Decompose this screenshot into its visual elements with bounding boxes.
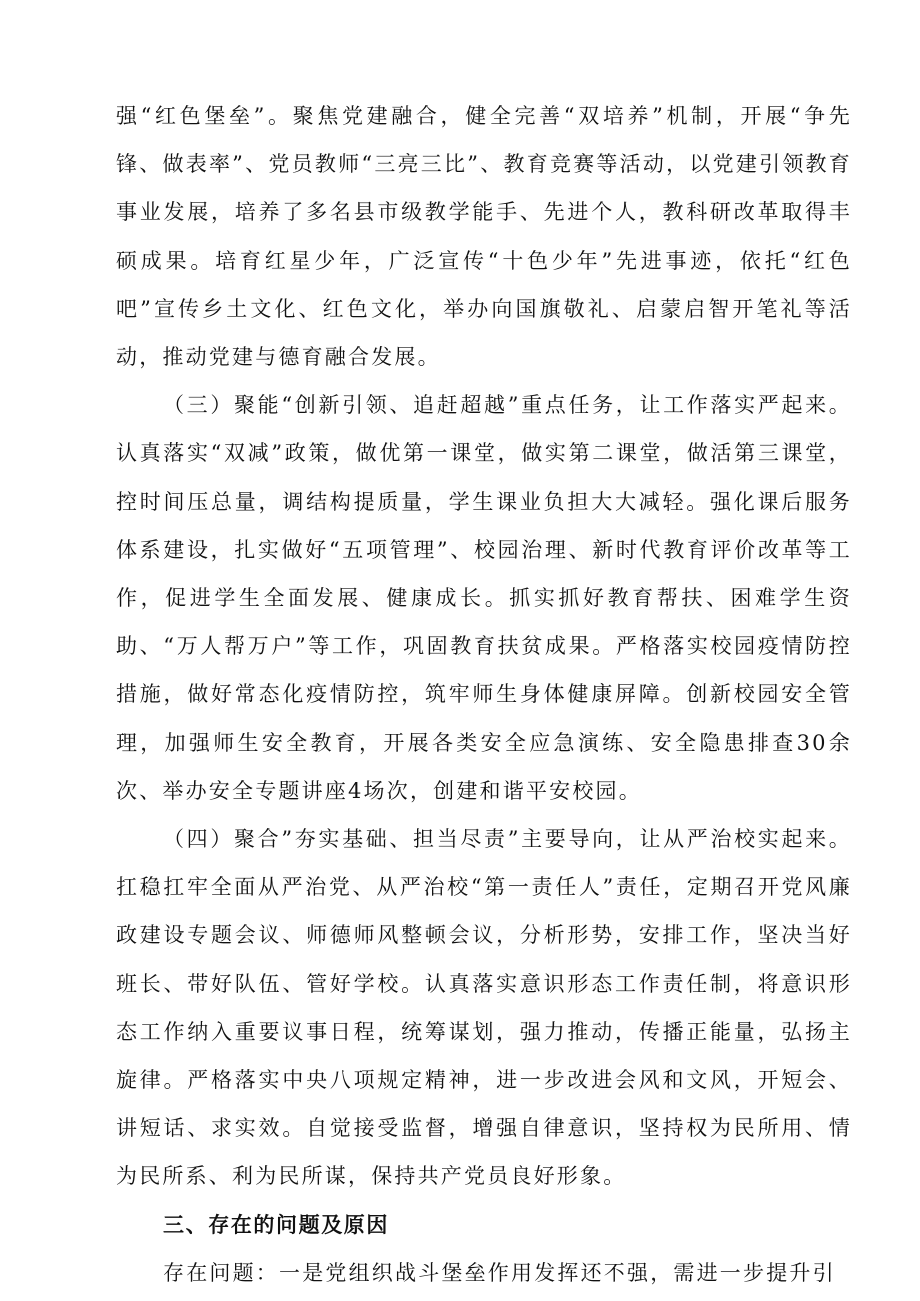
paragraph-section-three: （三）聚能“创新引领、追赶超越”重点任务，让工作落实严起来。认真落实“双减”政策，做优第一课堂，做实第二课堂，做活第三课堂，控时间压总量，调结构提质量，学生课业负担大大减轻。强化课后服务体系建设，扎实做好“五项管理”、校园治理、新时代教育评价改革等工作，促进学生全面发展、健康成长。抓实抓好教育帮扶、困难学生资助、“万人帮万户”等工作，巩固教育扶贫成果。严格落实校园疫情防控措施，做好常态化疫情防控，筑牢师生身体健康屏障。创新校园安全管理，加强师生安全教育，开展各类安全应急演练、安全隐患排查30余次、举办安全专题讲座4场次，创建和谐平安校园。	[116, 393, 852, 803]
document-body	[116, 92, 852, 1297]
paragraph-section-four: （四）聚合”夯实基础、担当尽责”主要导向，让从严治校实起来。扛稳扛牢全面从严治党、从严治校“第一责任人”责任，定期召开党风廉政建设专题会议、师德师风整顿会议，分析形势，安排工作，坚决当好班长、带好队伍、管好学校。认真落实意识形态工作责任制，将意识形态工作纳入重要议事日程，统筹谋划，强力推动，传播正能量，弘扬主旋律。严格落实中央八项规定精神，进一步改进会风和文风，开短会、讲短话、求实效。自觉接受监督，增强自律意识，坚持权为民所用、情为民所系、利为民所谋，保持共产党员良好形象。	[116, 827, 852, 1189]
paragraph-red-fortress: 强“红色堡垒”。聚焦党建融合，健全完善“双培养”机制，开展“争先锋、做表率”、党员教师“三亮三比”、教育竞赛等活动，以党建引领教育事业发展，培养了多名县市级教学能手、先进个人，教科研改革取得丰硕成果。培育红星少年，广泛宣传“十色少年”先进事迹，依托“红色吧”宣传乡土文化、红色文化，举办向国旗敬礼、启蒙启智开笔礼等活动，推动党建与德育融合发展。	[116, 104, 852, 370]
section-heading-problems: 三、存在的问题及原因	[163, 1212, 389, 1237]
paragraph-problems-start: 存在问题：一是党组织战斗堡垒作用发挥还不强，需进一步提升引	[163, 1260, 836, 1285]
